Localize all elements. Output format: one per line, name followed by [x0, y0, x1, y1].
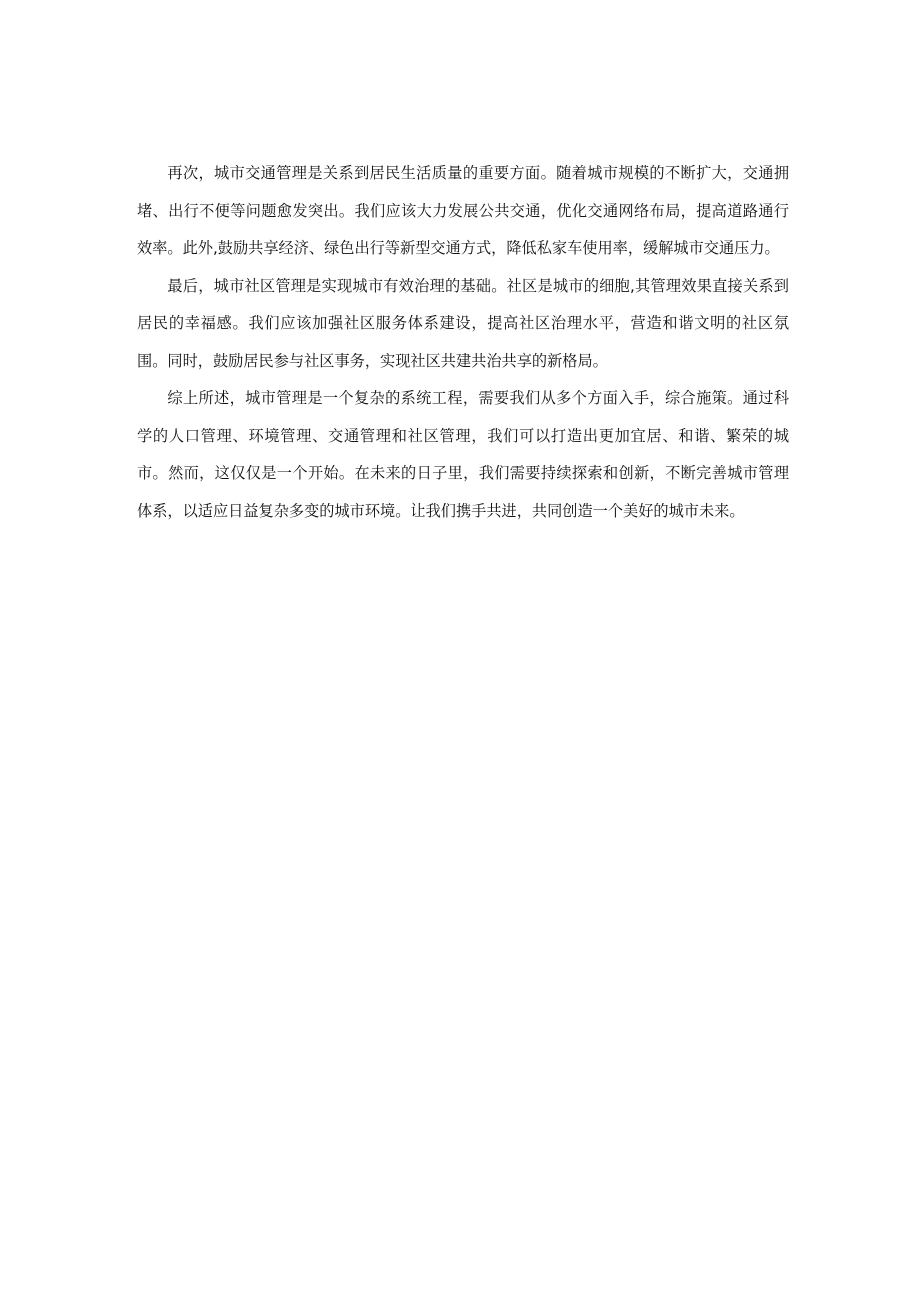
paragraph-community-management: 最后，城市社区管理是实现城市有效治理的基础。社区是城市的细胞,其管理效果直接关系到居民的幸福感。我们应该加强社区服务体系建设，提高社区治理水平，营造和谐文明的社区氛围。同时，鼓励居民参与社区事务，实现社区共建共治共享的新格局。 — [137, 276, 789, 370]
document-body — [137, 155, 789, 530]
paragraph-transport-management: 再次，城市交通管理是关系到居民生活质量的重要方面。随着城市规模的不断扩大，交通拥堵、出行不便等问题愈发突出。我们应该大力发展公共交通，优化交通网络布局，提高道路通行效率。此外,鼓励共享经济、绿色出行等新型交通方式，降低私家车使用率，缓解城市交通压力。 — [137, 164, 789, 257]
paragraph-conclusion: 综上所述，城市管理是一个复杂的系统工程，需要我们从多个方面入手，综合施策。通过科学的人口管理、环境管理、交通管理和社区管理，我们可以打造出更加宜居、和谐、繁荣的城市。然而，这仅仅是一个开始。在未来的日子里，我们需要持续探索和创新，不断完善城市管理体系，以适应日益复杂多变的城市环境。让我们携手共进，共同创造一个美好的城市未来。 — [137, 389, 789, 520]
